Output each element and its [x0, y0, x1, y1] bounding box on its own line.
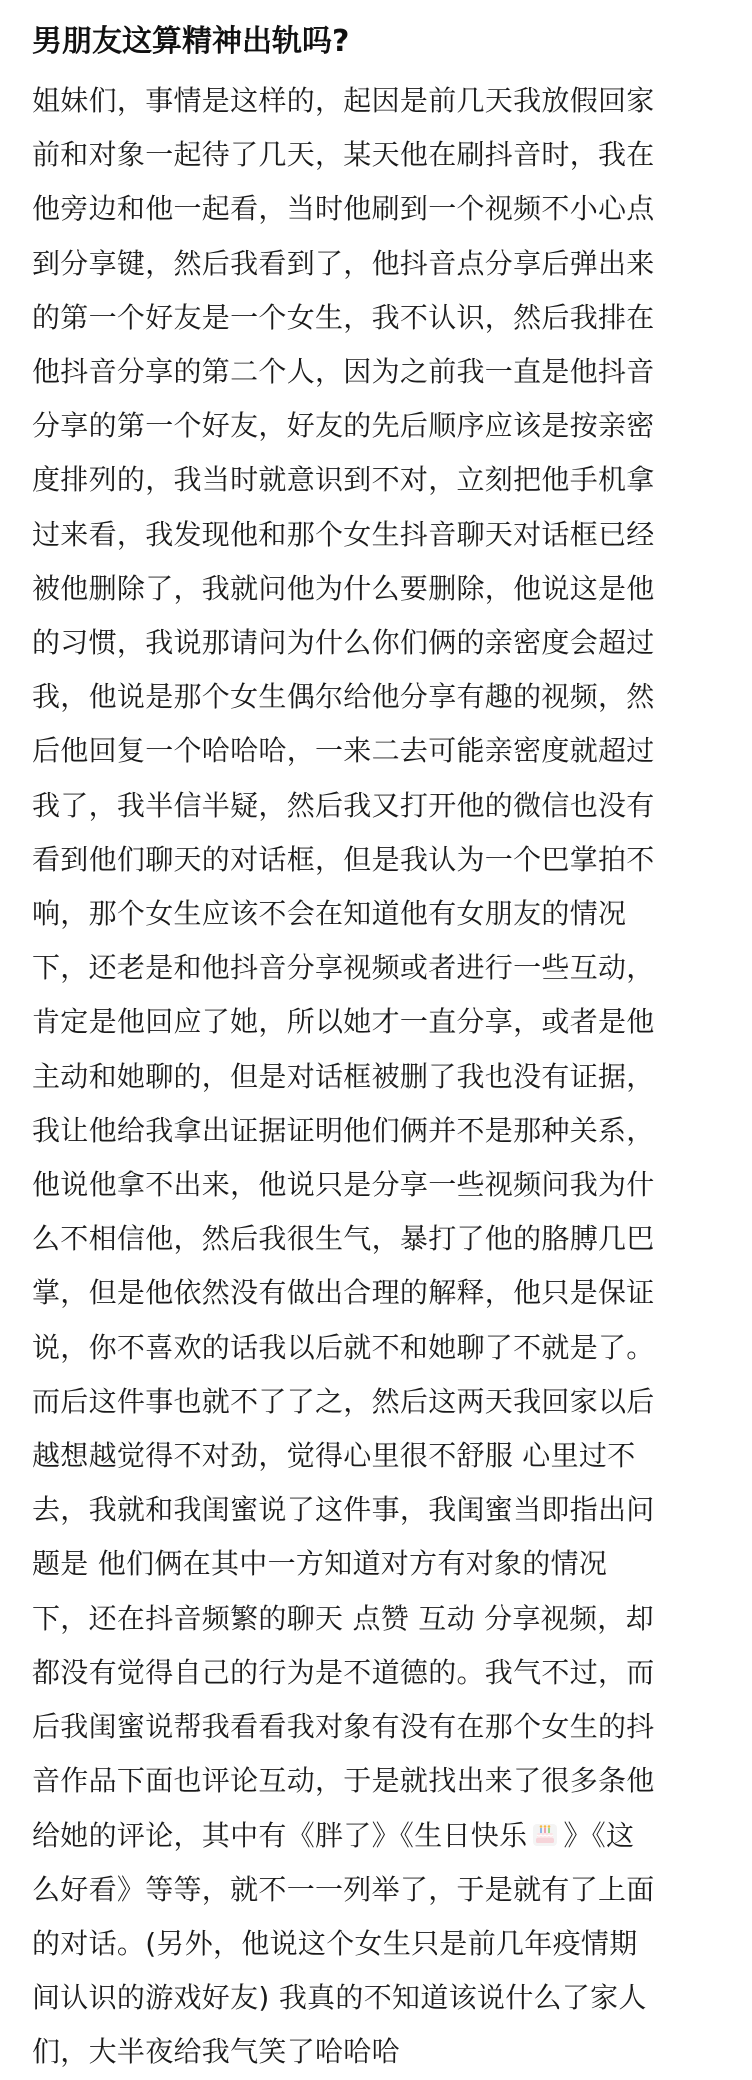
post-body: [32, 74, 724, 2080]
body-line: 他抖音分享的第二个人，因为之前我一直是他抖音: [32, 355, 655, 389]
body-line: 越想越觉得不对劲，觉得心里很不舒服 心里过不: [32, 1439, 636, 1473]
body-line: 分享的第一个好友，好友的先后顺序应该是按亲密: [32, 409, 655, 443]
body-line: 去，我就和我闺蜜说了这件事，我闺蜜当即指出问: [32, 1493, 655, 1527]
body-line: 音作品下面也评论互动，于是就找出来了很多条他: [32, 1764, 655, 1798]
body-line: 后他回复一个哈哈哈，一来二去可能亲密度就超过: [32, 734, 655, 768]
body-line: 掌，但是他依然没有做出合理的解释，他只是保证: [32, 1276, 655, 1310]
body-line: 下，还老是和他抖音分享视频或者进行一些互动，: [32, 951, 655, 985]
emoji-line-before: 给她的评论，其中有《胖了》《生日快乐: [32, 1818, 528, 1852]
body-line: 我让他给我拿出证据证明他们俩并不是那种关系，: [32, 1113, 655, 1147]
body-line: 到分享键，然后我看到了，他抖音点分享后弹出来: [32, 246, 655, 280]
body-line: 我了，我半信半疑，然后我又打开他的微信也没有: [32, 788, 655, 822]
body-line: 度排列的，我当时就意识到不对，立刻把他手机拿: [32, 463, 655, 497]
body-line: 么不相信他，然后我很生气，暴打了他的胳膊几巴: [32, 1222, 655, 1256]
emoji-line-after: 》《这: [563, 1818, 635, 1852]
body-line: 都没有觉得自己的行为是不道德的。我气不过，而: [32, 1655, 655, 1689]
body-line: 被他删除了，我就问他为什么要删除，他说这是他: [32, 571, 655, 605]
birthday-cake-icon: [530, 1813, 560, 1843]
body-line: 响，那个女生应该不会在知道他有女朋友的情况: [32, 897, 627, 931]
body-line: 题是 他们俩在其中一方知道对方有对象的情况: [32, 1547, 608, 1581]
post-title: 男朋友这算精神出轨吗?: [32, 24, 350, 59]
body-line: 说，你不喜欢的话我以后就不和她聊了不就是了。: [32, 1330, 655, 1364]
body-line: 下，还在抖音频繁的聊天 点赞 互动 分享视频，却: [32, 1601, 654, 1635]
body-line: 主动和她聊的，但是对话框被删了我也没有证据，: [32, 1059, 655, 1093]
body-line: 我，他说是那个女生偶尔给他分享有趣的视频，然: [32, 680, 655, 714]
body-line-with-emoji: [32, 1809, 724, 1863]
body-line: 的第一个好友是一个女生，我不认识，然后我排在: [32, 300, 655, 334]
body-line: 前和对象一起待了几天，某天他在刷抖音时，我在: [32, 138, 655, 172]
body-line: 看到他们聊天的对话框，但是我认为一个巴掌拍不: [32, 842, 655, 876]
body-line: 么好看》等等，就不一一列举了，于是就有了上面: [32, 1872, 655, 1906]
body-line: 肯定是他回应了她，所以她才一直分享，或者是他: [32, 1005, 655, 1039]
body-line: 而后这件事也就不了了之，然后这两天我回家以后: [32, 1384, 655, 1418]
body-line: 姐妹们，事情是这样的，起因是前几天我放假回家: [32, 84, 655, 117]
body-line: 的习惯，我说那请问为什么你们俩的亲密度会超过: [32, 626, 655, 660]
body-line: 过来看，我发现他和那个女生抖音聊天对话框已经: [32, 517, 655, 551]
body-line: 他旁边和他一起看，当时他刷到一个视频不小心点: [32, 192, 655, 226]
body-line: 他说他拿不出来，他说只是分享一些视频问我为什: [32, 1168, 655, 1202]
body-line: 后我闺蜜说帮我看看我对象有没有在那个女生的抖: [32, 1710, 655, 1744]
body-line: 们，大半夜给我气笑了哈哈哈: [32, 2035, 400, 2069]
body-line: 的对话。(另外，他说这个女生只是前几年疫情期: [32, 1926, 638, 1960]
body-line: 间认识的游戏好友) 我真的不知道该说什么了家人: [32, 1981, 647, 2015]
